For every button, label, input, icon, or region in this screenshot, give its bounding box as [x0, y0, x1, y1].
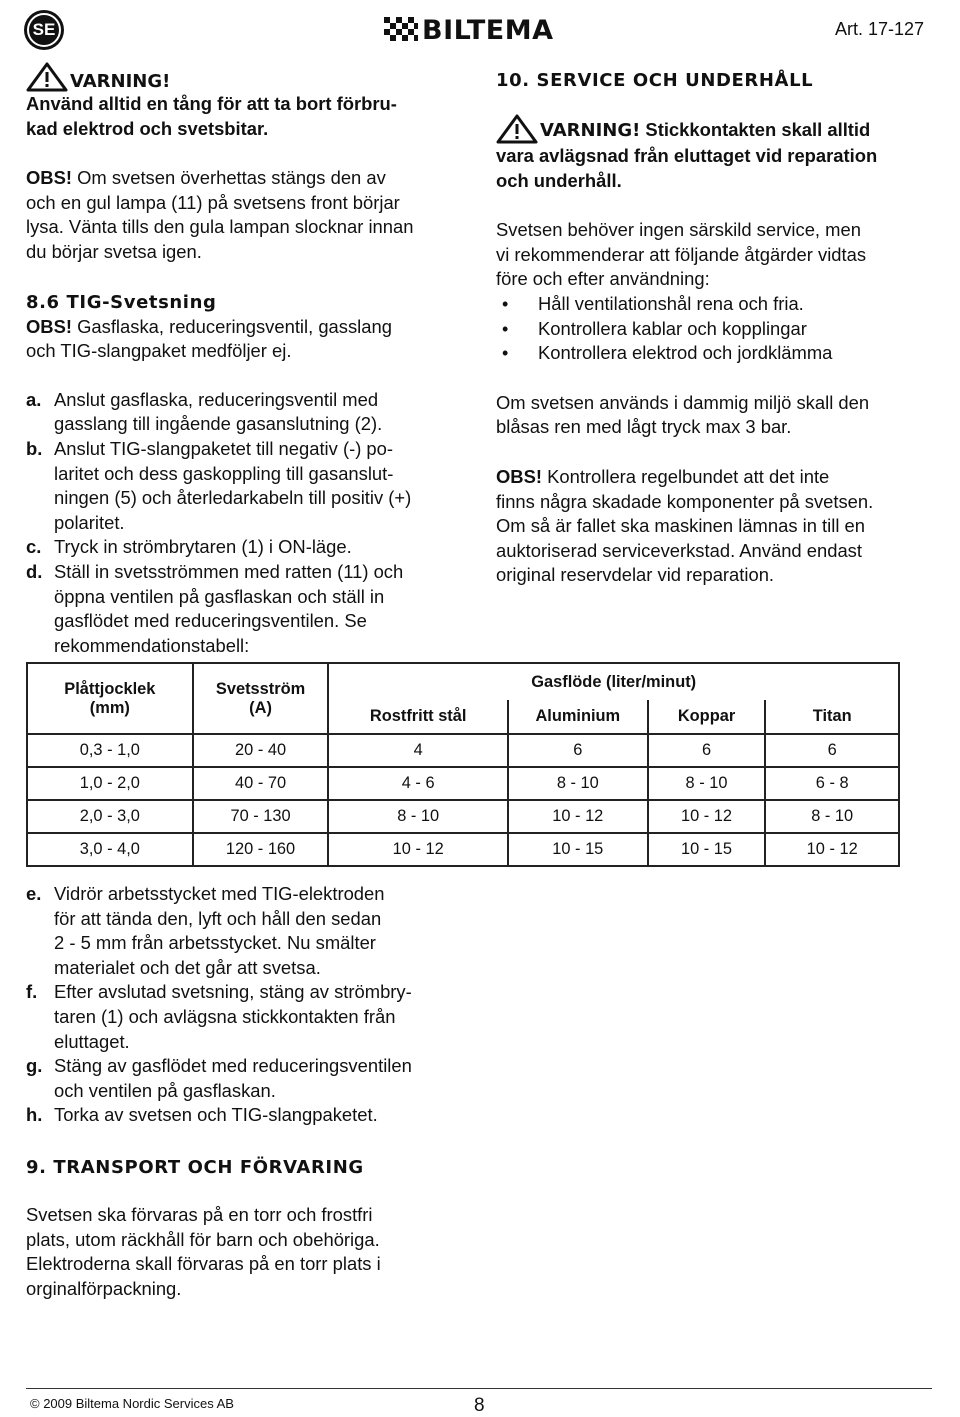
- warning-title: VARNING!: [70, 71, 171, 92]
- logo-text: BILTEMA: [422, 14, 554, 46]
- text-line: Ställ in svetsströmmen med ratten (11) och: [54, 560, 404, 582]
- service-heading: 10. SERVICE OCH UNDERHÅLL: [496, 70, 814, 91]
- warning-label: VARNING!: [540, 120, 641, 142]
- service-warning: [496, 114, 946, 144]
- table-cell: 70 - 130: [193, 800, 329, 833]
- footer-copyright: © 2009 Biltema Nordic Services AB: [30, 1396, 234, 1411]
- table-cell: 8 - 10: [765, 800, 899, 833]
- text-line: Om så är fallet ska maskinen lämnas in till en: [496, 515, 865, 537]
- text-line: polaritet.: [54, 511, 125, 533]
- table-cell: 2,0 - 3,0: [27, 800, 193, 833]
- list-item: [26, 437, 466, 535]
- header-gas-flow: Gasflöde (liter/minut): [328, 663, 899, 700]
- item-label: a.: [26, 388, 42, 410]
- table-cell: 10 - 15: [508, 833, 648, 866]
- text-line: före och efter användning:: [496, 268, 710, 290]
- left-column: [26, 60, 466, 658]
- table-cell: 8 - 10: [328, 800, 507, 833]
- list-item: [26, 388, 466, 437]
- dust-note: [496, 391, 946, 440]
- list-item: [26, 882, 476, 980]
- tig-steps: [26, 388, 466, 659]
- item-label: g.: [26, 1055, 43, 1077]
- tig-steps-continued: [26, 882, 476, 1128]
- table-row: [27, 767, 899, 800]
- obs-tig: [26, 315, 466, 364]
- text-line: för att tända den, lyft och håll den sedan: [54, 907, 382, 929]
- table-cell: 1,0 - 2,0: [27, 767, 193, 800]
- text-line: laritet och dess gaskoppling till gasanslut-: [54, 462, 394, 484]
- table-cell: 10 - 12: [765, 833, 899, 866]
- warning-heading: [26, 60, 466, 92]
- text-line: Torka av svetsen och TIG-slangpaketet.: [54, 1104, 378, 1126]
- text-line: Gasflaska, reduceringsventil, gasslang: [71, 315, 392, 337]
- right-column: [496, 68, 946, 588]
- text-line: Elektroderna skall förvaras på en torr plats i: [26, 1253, 381, 1275]
- list-item: [26, 980, 476, 1054]
- text-line: orginalförpackning.: [26, 1277, 182, 1299]
- page-number: 8: [474, 1395, 485, 1416]
- table-cell: 4 - 6: [328, 767, 507, 800]
- text-line: gasslang till ingående gasanslutning (2).: [54, 413, 383, 435]
- obs-label: OBS!: [26, 315, 72, 337]
- text-line: Tryck in strömbrytaren (1) i ON-läge.: [54, 536, 352, 558]
- text-line: eluttaget.: [54, 1030, 130, 1052]
- text-line: lysa. Vänta tills den gula lampan slocknar innan: [26, 216, 414, 238]
- checkered-flag-icon: [384, 17, 418, 43]
- header-aluminium: Aluminium: [508, 700, 648, 734]
- text-line: ningen (5) och återledarkabeln till positiv (+): [54, 487, 412, 509]
- table-cell: 40 - 70: [193, 767, 329, 800]
- text-line: taren (1) och avlägsna stickkontakten från: [54, 1005, 396, 1027]
- text-line: finns några skadade komponenter på svetsen.: [496, 490, 874, 512]
- transport-text: [26, 1203, 476, 1301]
- item-label: e.: [26, 883, 42, 904]
- warning-continued: [496, 144, 946, 193]
- table-row: [27, 734, 899, 767]
- warning-text: [26, 92, 466, 141]
- header-copper: Koppar: [648, 700, 766, 734]
- list-item: [26, 560, 466, 658]
- text-line: Använd alltid en tång för att ta bort förbru-: [26, 93, 397, 114]
- table-cell: 6: [508, 734, 648, 767]
- text-line: öppna ventilen på gasflaskan och ställ in: [54, 585, 385, 607]
- header-current: Svetsström (A): [193, 663, 329, 734]
- text-line: vara avlägsnad från eluttaget vid reparation: [496, 145, 878, 166]
- bullet-text: Kontrollera kablar och kopplingar: [538, 317, 807, 339]
- warning-triangle-icon: [26, 62, 68, 92]
- text-line: Efter avslutad svetsning, stäng av strömbry-: [54, 981, 412, 1003]
- header-thickness: Plåttjocklek (mm): [27, 663, 193, 734]
- language-badge: SE: [24, 10, 64, 50]
- bullet-text: Kontrollera elektrod och jordklämma: [538, 342, 833, 364]
- text-line: Stickkontakten skall alltid: [640, 119, 871, 141]
- table-cell: 10 - 15: [648, 833, 766, 866]
- text-line: Svetsen behöver ingen särskild service, men: [496, 219, 861, 241]
- table-cell: 8 - 10: [508, 767, 648, 800]
- text-line: Stäng av gasflödet med reduceringsventilen: [54, 1055, 412, 1077]
- list-item: [26, 1054, 476, 1103]
- text-line: Svetsen ska förvaras på en torr och frostfri: [26, 1203, 373, 1225]
- table-cell: 8 - 10: [648, 767, 766, 800]
- list-item: [26, 1103, 476, 1128]
- tig-heading: 8.6 TIG-Svetsning: [26, 291, 217, 313]
- text-line: kad elektrod och svetsbitar.: [26, 117, 269, 139]
- obs-label: OBS!: [26, 167, 72, 189]
- table-cell: 0,3 - 1,0: [27, 734, 193, 767]
- text-line: vi rekommenderar att följande åtgärder vidtas: [496, 243, 867, 265]
- table-cell: 6 - 8: [765, 767, 899, 800]
- item-label: d.: [26, 560, 43, 582]
- text-line: 2 - 5 mm från arbetsstycket. Nu smälter: [54, 932, 376, 954]
- text-line: och ventilen på gasflaskan.: [54, 1079, 276, 1101]
- text-line: och en gul lampa (11) på svetsens front börjar: [26, 191, 400, 213]
- list-item: [496, 317, 946, 342]
- header-titanium: Titan: [765, 700, 899, 734]
- text-line: plats, utom räckhåll för barn och obehöriga.: [26, 1228, 380, 1250]
- obs-label: OBS!: [496, 465, 542, 487]
- lower-column: [26, 882, 476, 1301]
- header-stainless: Rostfritt stål: [328, 700, 507, 734]
- table-cell: 3,0 - 4,0: [27, 833, 193, 866]
- text-line: du börjar svetsa igen.: [26, 240, 202, 262]
- item-label: b.: [26, 437, 43, 459]
- text-line: gasflödet med reduceringsventilen. Se: [54, 610, 367, 632]
- service-intro: [496, 218, 946, 366]
- bullet-text: Håll ventilationshål rena och fria.: [538, 292, 804, 314]
- text-line: auktoriserad serviceverkstad. Använd endast: [496, 539, 862, 561]
- warning-triangle-icon: [496, 114, 538, 144]
- text-line: Kontrollera regelbundet att det inte: [541, 465, 830, 487]
- text-line: Anslut TIG-slangpaketet till negativ (-) po-: [54, 437, 394, 459]
- text-line: blåsas ren med lågt tryck max 3 bar.: [496, 416, 792, 438]
- biltema-logo: [384, 16, 578, 44]
- obs-overheat: [26, 166, 466, 264]
- item-label: h.: [26, 1104, 43, 1126]
- text-line: Vidrör arbetsstycket med TIG-elektroden: [54, 883, 385, 904]
- table-cell: 20 - 40: [193, 734, 329, 767]
- table-cell: 10 - 12: [508, 800, 648, 833]
- text-line: och TIG-slangpaket medföljer ej.: [26, 340, 292, 362]
- article-number: Art. 17-127: [834, 19, 924, 39]
- list-item: [496, 292, 946, 317]
- text-line: original reservdelar vid reparation.: [496, 564, 775, 586]
- table-header-row: [27, 663, 899, 700]
- bullet-icon: •: [502, 343, 509, 364]
- list-item: [26, 535, 466, 560]
- text-line: Anslut gasflaska, reduceringsventil med: [54, 388, 379, 410]
- text-line: materialet och det går att svetsa.: [54, 956, 321, 978]
- table-cell: 4: [328, 734, 507, 767]
- text-line: Om svetsen används i dammig miljö skall den: [496, 391, 870, 413]
- footer-divider: [26, 1388, 932, 1389]
- table-cell: 10 - 12: [328, 833, 507, 866]
- text-line: och underhåll.: [496, 169, 622, 191]
- table-cell: 120 - 160: [193, 833, 329, 866]
- table-row: [27, 800, 899, 833]
- item-label: c.: [26, 536, 42, 558]
- table-row: [27, 833, 899, 866]
- transport-heading: 9. TRANSPORT OCH FÖRVARING: [26, 1156, 364, 1178]
- bullet-icon: •: [502, 293, 509, 314]
- obs-service: [496, 465, 946, 588]
- item-label: f.: [26, 981, 38, 1003]
- table-cell: 6: [648, 734, 766, 767]
- list-item: [496, 341, 946, 366]
- bullet-icon: •: [502, 318, 509, 339]
- text-line: Om svetsen överhettas stängs den av: [71, 167, 386, 189]
- table-cell: 10 - 12: [648, 800, 766, 833]
- text-line: rekommendationstabell:: [54, 634, 250, 656]
- table-cell: 6: [765, 734, 899, 767]
- gas-flow-table: [26, 662, 900, 867]
